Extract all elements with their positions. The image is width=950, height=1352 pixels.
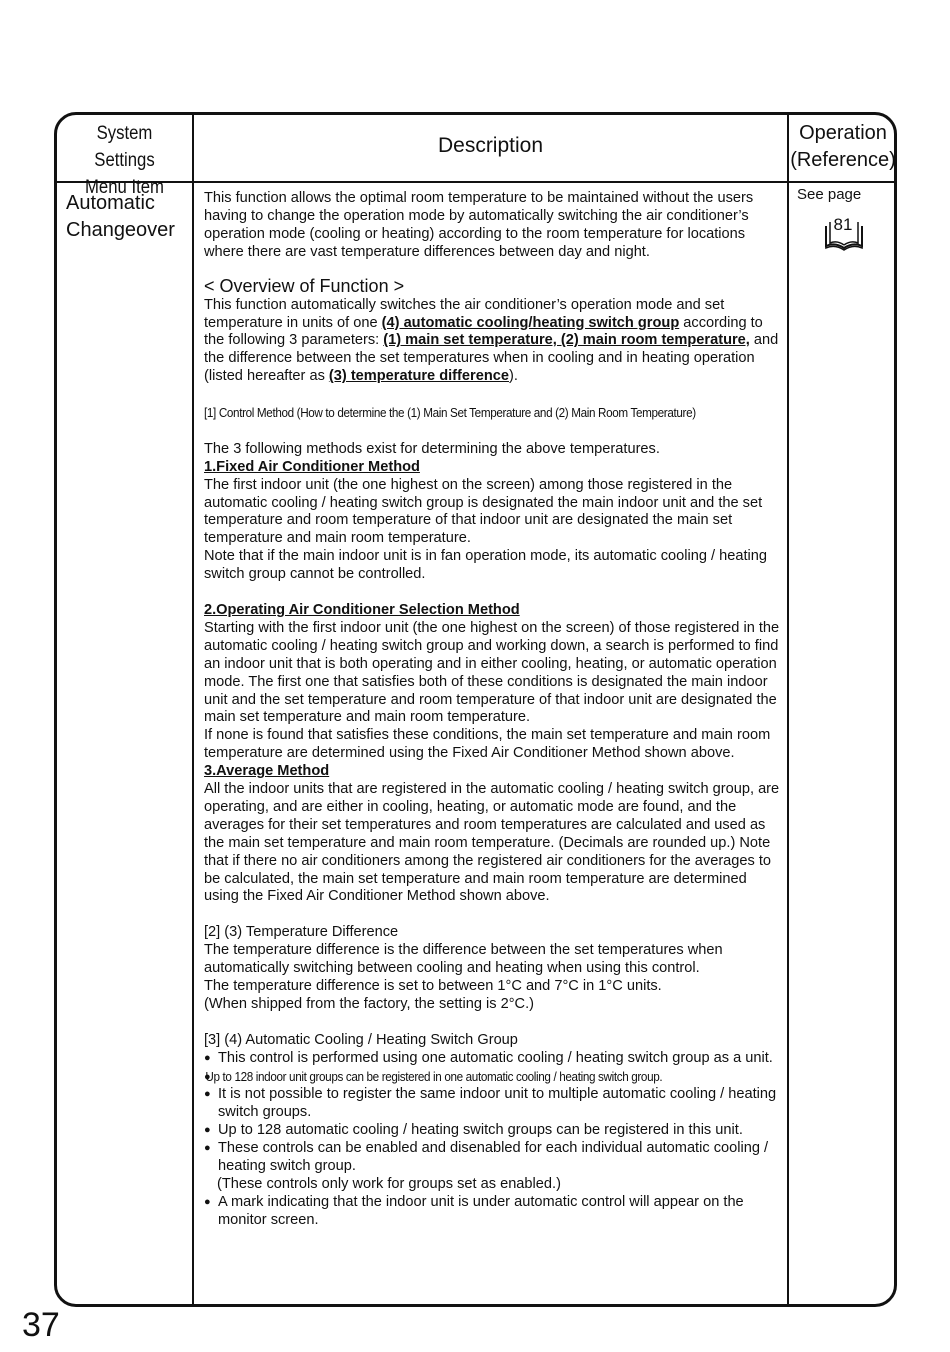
column-divider-2 bbox=[787, 115, 789, 1304]
temperature-difference-text-1: The temperature difference is the difference between the set temperatures when automatically switching between cooling and heating when using this control. bbox=[204, 942, 723, 977]
intro-text: This function allows the optimal room temperature to be maintained without the users having to change the operation mode by automatically switching the air conditioner’s operation mode (cooling or heating) according to the room temperature for locations where there are vast temperature differences between day and night. bbox=[204, 190, 754, 260]
description-body bbox=[204, 190, 782, 1230]
menu-item-name: Automatic Changeover bbox=[66, 192, 175, 241]
temperature-difference-text-2: The temperature difference is set to between 1°C and 7°C in 1°C units. bbox=[204, 978, 662, 994]
bullet-note: (These controls only work for groups set as enabled.) bbox=[217, 1175, 561, 1192]
control-method-heading: [1] Control Method (How to determine the (1) Main Set Temperature and (2) Main Room Temperature) bbox=[204, 405, 696, 421]
switch-group-title: [3] (4) Automatic Cooling / Heating Switch Group bbox=[204, 1031, 518, 1048]
method-1-note: Note that if the main indoor unit is in fan operation mode, its automatic cooling / heating switch group cannot be controlled. bbox=[204, 548, 767, 583]
bullet-item: ● These controls can be enabled and disenabled for each individual automatic cooling / heating switch group. bbox=[204, 1140, 782, 1176]
reference-page-number: 81 bbox=[833, 215, 853, 234]
bullet-item: ● It is not possible to register the same indoor unit to multiple automatic cooling / heating switch groups. bbox=[204, 1086, 782, 1122]
method-1-title: 1.Fixed Air Conditioner Method bbox=[204, 458, 420, 475]
temperature-difference-title: [2] (3) Temperature Difference bbox=[204, 924, 399, 941]
method-2-title: 2.Operating Air Conditioner Selection Method bbox=[204, 601, 520, 618]
bullet-item: ● Up to 128 automatic cooling / heating switch groups can be registered in this unit. bbox=[204, 1122, 782, 1140]
overview-title: < Overview of Function > bbox=[204, 275, 405, 296]
header-operation: Operation (Reference) bbox=[790, 122, 896, 171]
column-divider-1 bbox=[192, 115, 194, 1304]
bullet-item: ● A mark indicating that the indoor unit is under automatic control will appear on the monitor screen. bbox=[204, 1194, 782, 1230]
method-3-text: All the indoor units that are registered in the automatic cooling / heating switch group, are operating, and are either in cooling, heating, or automatic mode are found, and the averages for their set temperatures and room temperatures are calculated and used as the main set temperature and main room temperature. (Decimals are rounded up.) Note that if there no air conditioners among the registered air conditioners for the averages to be calculated, the main set temperature and main room temperature are determined using the Fixed Air Conditioner Method shown above. bbox=[204, 781, 780, 905]
header-menu-item: System Settings Menu Item bbox=[84, 123, 164, 198]
method-2-note: If none is found that satisfies these conditions, the main set temperature and main room temperature are determined using the Fixed Air Conditioner Method shown above. bbox=[204, 727, 771, 762]
methods-intro: The 3 following methods exist for determining the above temperatures. bbox=[204, 440, 660, 457]
temperature-difference-text-3: (When shipped from the factory, the setting is 2°C.) bbox=[204, 995, 535, 1012]
method-1-text: The first indoor unit (the one highest on the screen) among those registered in the automatic cooling / heating switch group is designated the main indoor unit and the set temperature and room temperature of that indoor unit are designated the main set temperature and main room temperature. bbox=[204, 476, 763, 547]
method-2-text: Starting with the first indoor unit (the one highest on the screen) of those registered in the automatic cooling / heating switch group and working down, a search is performed to find an indoor unit that is both operating and in either cooling, heating, or automatic operation mode. The first one that satisfies both of these conditions is designated the main indoor unit and the set temperature and room temperature of that indoor unit are designated the main set temperature and main room temperature. bbox=[204, 619, 780, 726]
page-number: 37 bbox=[22, 1306, 60, 1344]
see-page-label: See page bbox=[797, 186, 862, 203]
bullet-item: ● This control is performed using one automatic cooling / heating switch group as a unit. bbox=[204, 1050, 782, 1068]
header-description: Description bbox=[437, 134, 544, 157]
overview-text: This function automatically switches the air conditioner’s operation mode and set temperature in units of one (4) automatic cooling/heating switch group according to the following 3 parameters: (1) main set temperature, (2) main room temperature, and the difference between the set temperatures when in cooling and in heating operation (listed hereafter as (3) temperature difference). bbox=[204, 296, 779, 385]
bullet-item: ● Up to 128 indoor unit groups can be registered in one automatic cooling / heating switch group. bbox=[204, 1068, 782, 1087]
method-3-title: 3.Average Method bbox=[204, 763, 330, 780]
